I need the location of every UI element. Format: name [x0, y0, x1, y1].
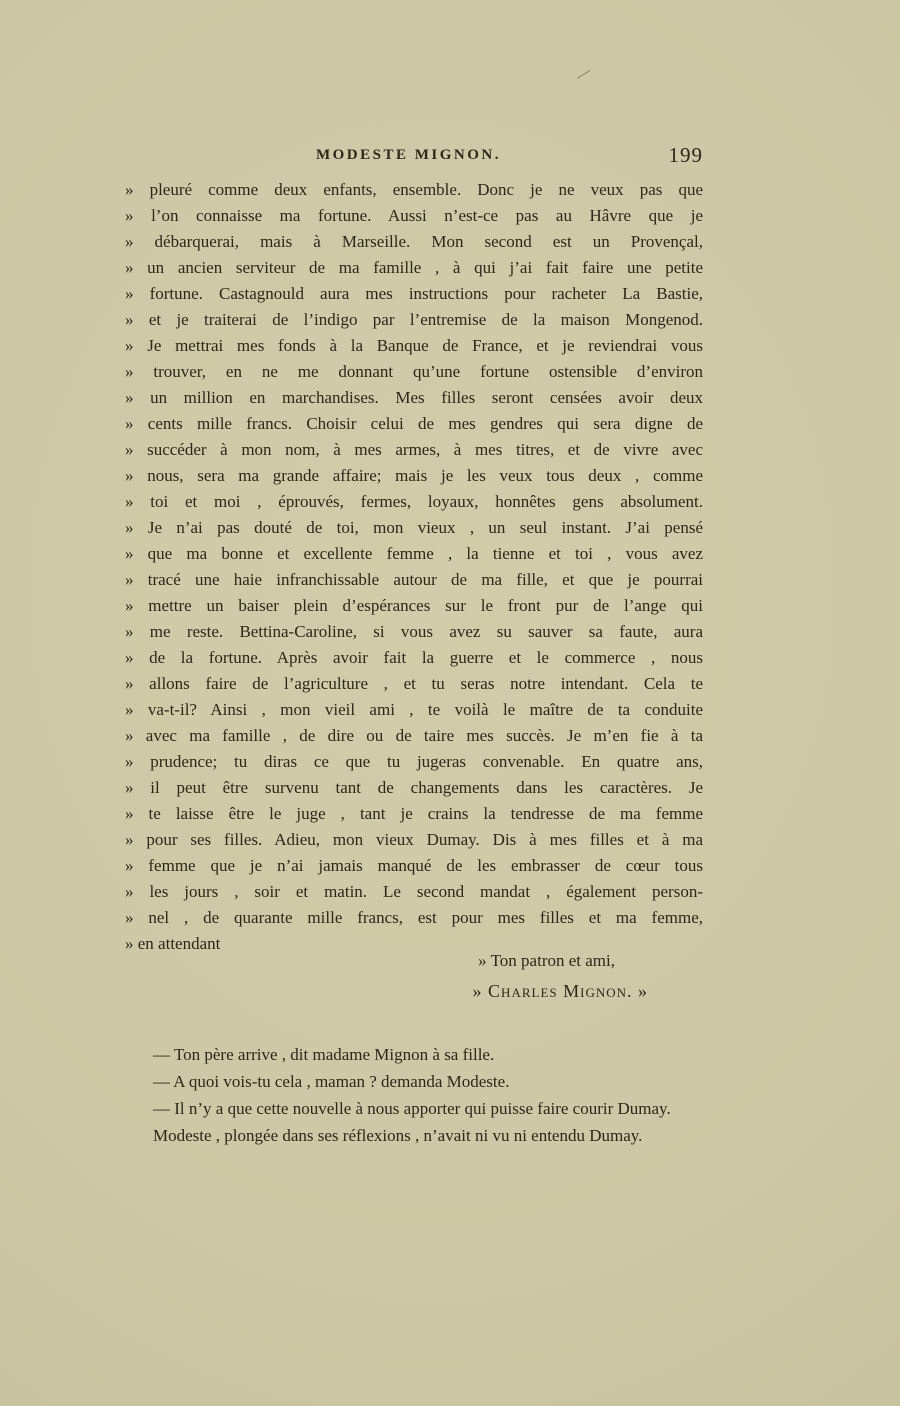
letter-line: » tracé une haie infranchissable autour de ma fille, et que je pourrai [125, 570, 703, 589]
dialogue-paragraph: — A quoi vois-tu cela , maman ? demanda Modeste. [153, 1072, 510, 1091]
letter-line: » de la fortune. Après avoir fait la guerre et le commerce , nous [125, 648, 703, 667]
letter-line: » trouver, en ne me donnant qu’une fortune ostensible d’environ [125, 362, 703, 381]
letter-line: » il peut être survenu tant de changements dans les caractères. Je [125, 778, 703, 797]
letter-line: » toi et moi , éprouvés, fermes, loyaux, honnêtes gens absolument. [125, 492, 703, 511]
letter-line: » pleuré comme deux enfants, ensemble. Donc je ne veux pas que [125, 180, 703, 199]
letter-line: » allons faire de l’agriculture , et tu seras notre intendant. Cela te [125, 674, 703, 693]
letter-line: » va-t-il? Ainsi , mon vieil ami , te voilà le maître de ta conduite [125, 700, 703, 719]
letter-line: » que ma bonne et excellente femme , la tienne et toi , vous avez [125, 544, 703, 563]
dialogue-section [125, 1041, 703, 1149]
letter-line: » en attendant [125, 934, 221, 953]
letter-line: » et je traiterai de l’indigo par l’entremise de la maison Mongenod. [125, 310, 703, 329]
letter-line: » débarquerai, mais à Marseille. Mon second est un Provençal, [125, 232, 703, 251]
scratch-mark [577, 70, 590, 79]
letter-line: » les jours , soir et matin. Le second mandat , également person- [125, 882, 703, 901]
dialogue-paragraph: — Ton père arrive , dit madame Mignon à sa fille. [153, 1045, 495, 1064]
page-header [125, 143, 703, 171]
running-title: MODESTE MIGNON. [315, 147, 501, 163]
letter-line: » un million en marchandises. Mes filles seront censées avoir deux [125, 388, 703, 407]
letter-line: » Je mettrai mes fonds à la Banque de France, et je reviendrai vous [125, 336, 703, 355]
dialogue-paragraph: Modeste , plongée dans ses réflexions , n’avait ni vu ni entendu Dumay. [153, 1126, 643, 1145]
letter-line: » me reste. Bettina-Caroline, si vous avez su sauver sa faute, aura [125, 622, 703, 641]
page-number: 199 [668, 143, 703, 167]
letter-line: » nous, sera ma grande affaire; mais je les veux tous deux , comme [125, 466, 703, 485]
signature-closing: » Ton patron et ami, [478, 951, 615, 970]
letter-line: » nel , de quarante mille francs, est pour mes filles et ma femme, [125, 908, 703, 927]
letter-line: » un ancien serviteur de ma famille , à qui j’ai fait faire une petite [125, 258, 703, 277]
letter-line: » cents mille francs. Choisir celui de mes gendres qui sera digne de [125, 414, 703, 433]
letter-body [125, 177, 703, 957]
letter-line: » te laisse être le juge , tant je crains la tendresse de ma femme [125, 804, 703, 823]
letter-line: » avec ma famille , de dire ou de taire mes succès. Je m’en fie à ta [125, 726, 703, 745]
letter-line: » succéder à mon nom, à mes armes, à mes titres, et de vivre avec [125, 440, 703, 459]
letter-line: » femme que je n’ai jamais manqué de les embrasser de cœur tous [125, 856, 703, 875]
letter-line: » pour ses filles. Adieu, mon vieux Dumay. Dis à mes filles et à ma [125, 830, 703, 849]
signature-name: » Charles Mignon. » [472, 981, 648, 1001]
letter-line: » mettre un baiser plein d’espérances sur le front pur de l’ange qui [125, 596, 703, 615]
letter-line: » Je n’ai pas douté de toi, mon vieux , un seul instant. J’ai pensé [125, 518, 703, 537]
dialogue-paragraph: — Il n’y a que cette nouvelle à nous apporter qui puisse faire courir Dumay. [153, 1099, 671, 1118]
letter-line: » l’on connaisse ma fortune. Aussi n’est-ce pas au Hâvre que je [125, 206, 703, 225]
letter-line: » fortune. Castagnould aura mes instructions pour racheter La Bastie, [125, 284, 703, 303]
letter-line: » prudence; tu diras ce que tu jugeras convenable. En quatre ans, [125, 752, 703, 771]
